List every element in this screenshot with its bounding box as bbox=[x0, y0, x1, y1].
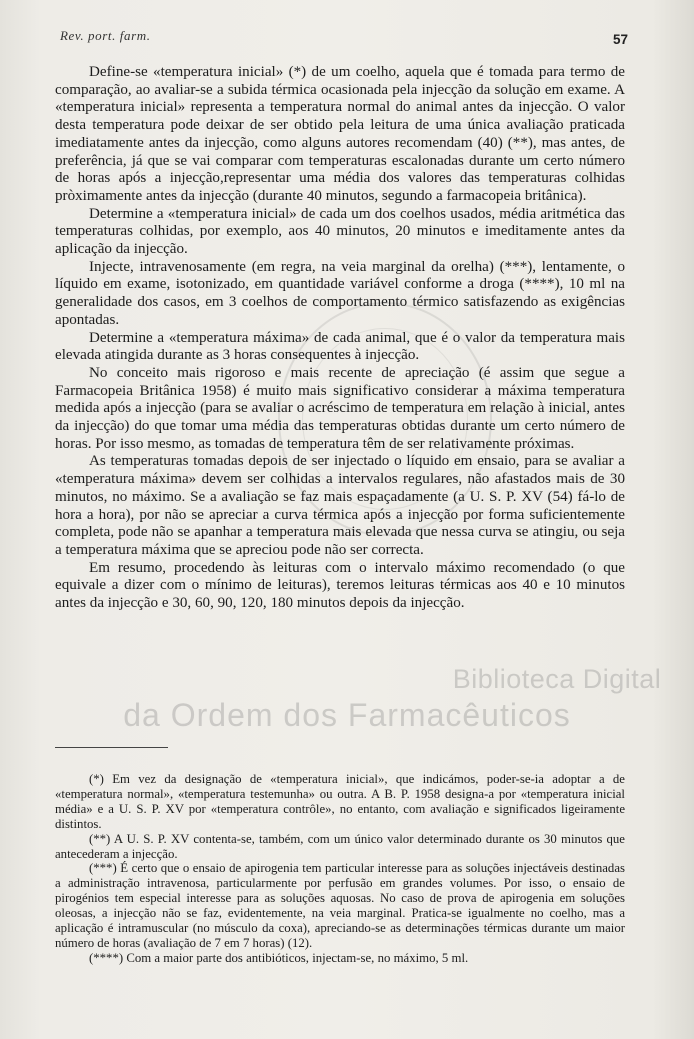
footnote-divider bbox=[55, 747, 168, 748]
running-header bbox=[60, 28, 628, 50]
watermark-line-2: da Ordem dos Farmacêuticos bbox=[123, 697, 571, 733]
paragraph-interval: As temperaturas tomadas depois de ser injectado o líquido em ensaio, para se avaliar a «temperatura máxima» devem ser colhidas a intervalos regulares, não afastados mais de 30 minutos, no máximo. Se a avaliação se faz mais espaçadamente (a U. S. P. XV (54) fá-lo de hora a hora), por não se apreciar a curva térmica após a injecção por forma suficientemente completa, pode não se apanhar a temperatura mais elevada que nessa curva se atingiu, ou seja a temperatura máxima que se apreciou pode não ser correcta. bbox=[55, 453, 625, 558]
body-text bbox=[55, 64, 625, 613]
footnote-3: (***) É certo que o ensaio de apirogenia tem particular interesse para as soluções injectáveis destinadas a administração intravenosa, particularmente por perfusão em grandes volumes. Por isso, o ensaio de pirogénios tem especial interesse para as soluções aquosas. No caso de prova de apirogenia em soluções oleosas, a injecção não se faz, evidentemente, na veia marginal. Pratica-se igualmente no coelho, mas a aplicação é intramuscular (no músculo da coxa), apreciando-se as determinações térmicas durante um maior número de horas (avaliação de 7 em 7 horas) (12). bbox=[55, 861, 625, 950]
paragraph-inject: Injecte, intravenosamente (em regra, na veia marginal da orelha) (***), lentamente, o líquido em exame, isotonizado, em quantidade variável conforme a droga (****), 10 ml na generalidade dos casos, em 3 coelhos de comportamento térmico satisfazendo as exigências apontadas. bbox=[55, 258, 625, 328]
paragraph-initial-temperature: Define-se «temperatura inicial» (*) de um coelho, aquela que é tomada para termo de comparação, ao avaliar-se a subida térmica ocasionada pela injecção da solução em exame. A «temperatura inicial» representa a temperatura normal do animal antes da injecção. O valor desta temperatura pode deixar de ser obtido pela leitura de uma única avaliação praticada imediatamente antes da injecção, como alguns autores recomendam (40) (**), mas antes, de preferência, já que se vai comparar com temperaturas escalonadas durante um certo número de horas após a injecção,representar uma média dos valores das temperaturas colhidas pròximamente antes da injecção (durante 40 minutos, segundo a farmacopeia britânica). bbox=[55, 64, 625, 204]
paragraph-determine-initial: Determine a «temperatura inicial» de cada um dos coelhos usados, média aritmética das temperaturas colhidas, por exemplo, aos 40 minutos, 20 minutos e imeditamente antes da aplicação da injecção. bbox=[55, 205, 625, 258]
paragraph-concept: No conceito mais rigoroso e mais recente de apreciação (é assim que segue a Farmacopeia Britânica 1958) é muito mais significativo considerar a máxima temperatura medida após a injecção (para se avaliar o acréscimo de temperatura em relação à inicial, antes da injecção) do que tomar uma média das temperaturas obtidas durante um certo número de horas. Por isso mesmo, as tomadas de temperatura têm de ser relativamente próximas. bbox=[55, 364, 625, 452]
footnote-2: (**) A U. S. P. XV contenta-se, também, com um único valor determinado durante os 30 minutos que antecederam a injecção. bbox=[55, 831, 625, 861]
page-number: 57 bbox=[612, 32, 628, 47]
library-watermark bbox=[0, 664, 694, 734]
paragraph-summary: Em resumo, procedendo às leituras com o intervalo máximo recomendado (o que equivale a dizer com o mínimo de leituras), teremos leituras térmicas aos 40 e 10 minutos antes da injecção e 30, 60, 90, 120, 180 minutos depois da injecção. bbox=[55, 559, 625, 612]
paragraph-determine-maximum: Determine a «temperatura máxima» de cada animal, que é o valor da temperatura mais elevada atingida durante as 3 horas consequentes à injecção. bbox=[55, 329, 625, 364]
footnote-4: (****) Com a maior parte dos antibióticos, injectam-se, no máximo, 5 ml. bbox=[89, 950, 469, 965]
footnotes bbox=[55, 772, 625, 966]
watermark-line-1: Biblioteca Digital bbox=[452, 664, 662, 694]
journal-title: Rev. port. farm. bbox=[60, 28, 151, 43]
footnote-1: (*) Em vez da designação de «temperatura inicial», que indicámos, poder-se-ia adoptar a de «temperatura normal», «temperatura testemunha» ou outra. A B. P. 1958 designa-a por «temperatura inicial média» e a U. S. P. XV por «temperatura contrôle», no entanto, com avaliação e significados ligeiramente distintos. bbox=[55, 772, 625, 831]
